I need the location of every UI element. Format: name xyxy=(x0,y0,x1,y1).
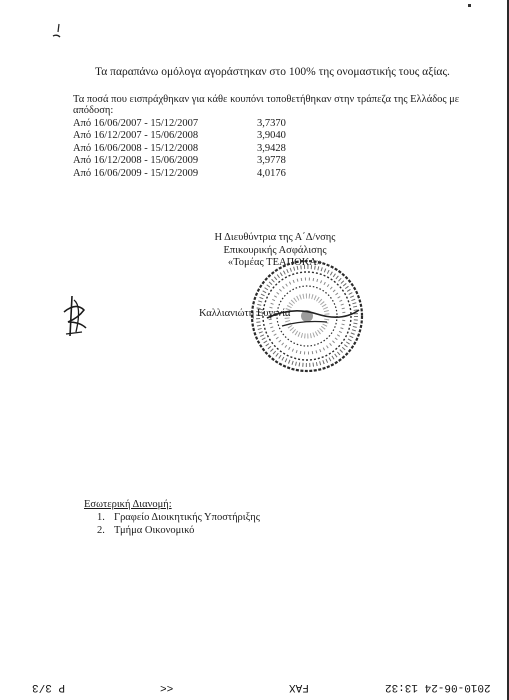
coupon-rate: 4,0176 xyxy=(257,167,286,179)
coupon-period: Από 16/06/2008 - 15/12/2008 xyxy=(73,142,199,154)
handwritten-signature xyxy=(58,292,92,340)
signatory-sector: «Τομέας ΤΕΑΠΟΚΑ» xyxy=(227,257,323,268)
item-number: 2. xyxy=(97,524,105,536)
coupon-row xyxy=(73,118,373,130)
coupon-period: Από 16/06/2009 - 15/12/2009 xyxy=(73,167,199,179)
item-number: 1. xyxy=(97,512,105,523)
signatory-title: Η Διευθύντρια της Α΄Δ/νσης xyxy=(214,232,336,243)
coupon-rate: 3,9428 xyxy=(257,142,286,154)
coupon-rate: 3,9778 xyxy=(257,155,286,167)
item-text: Τμήμα Οικονομικό xyxy=(114,524,195,536)
coupon-rate: 3,9040 xyxy=(257,130,286,142)
coupon-period: Από 16/12/2007 - 15/06/2008 xyxy=(73,130,199,142)
coupon-row xyxy=(73,143,373,155)
fax-label: FAX xyxy=(289,681,309,693)
coupon-row xyxy=(73,168,373,180)
signatory-name: Καλλιανιώτη Ευγενία xyxy=(199,308,291,319)
scan-speck xyxy=(468,4,471,7)
fax-page-number: P 3/3 xyxy=(32,681,66,693)
pen-mark xyxy=(50,22,64,44)
distribution-list xyxy=(97,512,260,537)
intro-text: Τα παραπάνω ομόλογα αγοράστηκαν στο 100% της ονομαστικής τους αξίας. xyxy=(95,66,450,78)
coupon-rate: 3,7370 xyxy=(257,118,286,129)
coupon-table xyxy=(73,118,373,180)
coupon-period: Από 16/12/2008 - 15/06/2009 xyxy=(73,155,199,167)
fax-arrows: << xyxy=(160,681,174,693)
distribution-title: Εσωτερική Διανομή: xyxy=(84,499,172,510)
item-text: Γραφείο Διοικητικής Υποστήριξης xyxy=(114,512,260,523)
distribution-item xyxy=(97,512,260,525)
coupon-row xyxy=(73,155,373,167)
signatory-department: Επικουρικής Ασφάλισης xyxy=(223,244,327,256)
fax-timestamp: 2010-06-24 13:32 xyxy=(385,681,491,693)
fax-footer xyxy=(0,676,509,700)
coupon-period: Από 16/06/2007 - 15/12/2007 xyxy=(73,118,199,129)
coupon-paragraph: Τα ποσά που εισπράχθηκαν για κάθε κουπόνι τοποθετήθηκαν στην τράπεζα της Ελλάδος με απόδοση: xyxy=(73,94,460,116)
coupon-row xyxy=(73,130,373,142)
distribution-item xyxy=(97,525,260,538)
